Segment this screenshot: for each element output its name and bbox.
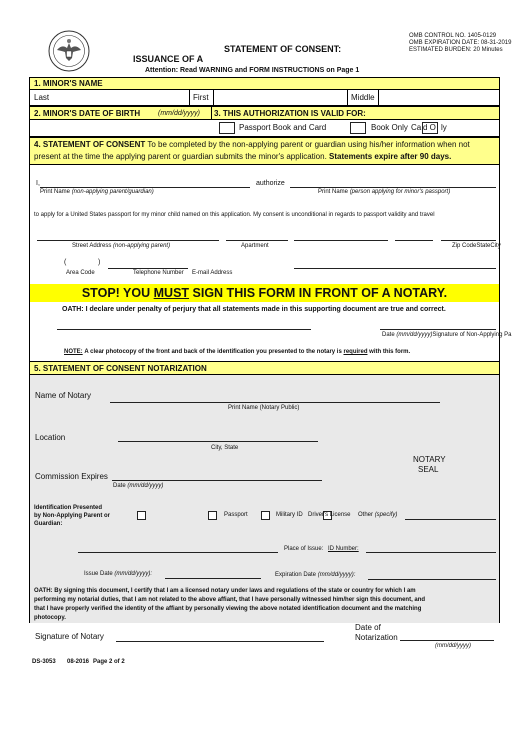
other-id-label [358, 512, 397, 518]
form-number: DS-3053 [32, 659, 56, 665]
expiration-date-line[interactable] [368, 579, 496, 580]
issue-date-line[interactable] [165, 578, 261, 579]
notary-name-line[interactable] [110, 402, 440, 403]
non-applying-signature-line[interactable] [380, 329, 496, 330]
zip-state-city-caption [452, 243, 501, 249]
last-name-field[interactable] [54, 91, 188, 104]
notary-signature-line[interactable] [116, 641, 324, 642]
area-code-caption: Area Code [66, 270, 95, 276]
other-text: Other [358, 512, 374, 518]
other-id-line[interactable] [405, 519, 496, 520]
note-text: A clear photocopy of the front and back of the identification you presented to the notary is [84, 349, 344, 355]
other-hint: (specify) [374, 512, 398, 518]
first-name-field[interactable] [215, 91, 345, 104]
print-name-applying-caption [318, 189, 450, 195]
military-id-label: Military ID [276, 512, 303, 518]
section-4-intro-line [34, 140, 470, 149]
section-4-band [30, 137, 499, 165]
notary-oath-line-2: performing my notarial duties, that I am not related to the above affiant, that I have personally witnessed him/her sign this document, and [34, 597, 426, 603]
oath-label: OATH: [34, 588, 53, 594]
photocopy-note [64, 349, 410, 355]
book-only-label: Book Only [371, 123, 408, 132]
apartment-line[interactable] [226, 240, 288, 241]
print-name-non-applying-caption [40, 189, 154, 195]
caption-text: Print Name [318, 189, 349, 195]
notarization-label: Notarization [355, 633, 398, 642]
divider [213, 90, 214, 106]
date-signature-caption [382, 332, 511, 338]
notary-oath-line-4: photocopy. [34, 615, 66, 621]
oath-blank-line[interactable] [57, 329, 311, 330]
email-line[interactable] [294, 268, 496, 269]
oath-statement [62, 306, 446, 313]
consent-statement: to apply for a United States passport for my minor child named on this application. My consent is unconditional in regards to passport validity and travel [34, 212, 435, 218]
drivers-license-label: Driver's License [308, 512, 351, 518]
commission-expires-line[interactable] [112, 480, 322, 481]
stop-text: SIGN THIS FORM IN FRONT OF A NOTARY. [189, 286, 448, 300]
divider [378, 90, 379, 106]
stop-sign-in-front-of-notary-banner [30, 284, 499, 302]
state-caption: State [476, 243, 491, 249]
id-unspecified-checkbox[interactable] [137, 511, 146, 520]
notary-oath-line-1 [34, 588, 416, 594]
oath-text: I declare under penalty of perjury that all statements made in this supporting document are true and correct. [85, 306, 446, 313]
oath-text: By signing this document, I certify that I am a licensed notary under laws and regulations of the state or country for which I am [54, 588, 416, 594]
caption-hint: (non-applying parent) [113, 243, 171, 249]
notarization-date-hint: (mm/dd/yyyy) [435, 643, 471, 649]
section-1-band [30, 77, 499, 90]
date-caption: Date [382, 332, 395, 338]
passport-book-and-card-checkbox[interactable] [219, 122, 235, 134]
passport-id-checkbox[interactable] [208, 511, 217, 520]
section-4-intro-2: present at the time the applying parent or guardian submits the minor's application. [34, 152, 327, 161]
section-4-heading: 4. STATEMENT OF CONSENT [34, 140, 146, 149]
telephone-line[interactable] [108, 268, 188, 269]
omb-control-number: OMB CONTROL NO. 1405-0129 [409, 33, 497, 39]
caption-text: Street Address [72, 243, 112, 249]
page-number: Page 2 of 2 [93, 659, 125, 665]
note-required: required [343, 349, 368, 355]
section-3-heading: 3. THIS AUTHORIZATION IS VALID FOR: [214, 109, 366, 118]
divider [347, 90, 348, 106]
card-only-label-part: Ca [411, 123, 422, 132]
notarization-date-line[interactable] [400, 640, 494, 641]
telephone-caption: Telephone Number [133, 270, 184, 276]
id-presented-label: by Non-Applying Parent or [34, 513, 111, 519]
notary-section [30, 375, 499, 623]
i-label: I, [36, 180, 40, 187]
dob-validity-row [30, 120, 499, 137]
date-of-label: Date of [355, 623, 381, 632]
divider [189, 90, 190, 106]
dob-date-hint: (mm/dd/yyyy) [158, 110, 200, 117]
place-of-issue-label: Place of Issue: [284, 546, 324, 552]
date-of-birth-field[interactable] [34, 122, 206, 134]
date-hint: (mm/dd/yyyy) [396, 332, 433, 338]
caption-hint: (mm/dd/yyyy) [127, 483, 164, 489]
signature-caption: Signature of Non-Applying Pa [432, 332, 512, 338]
area-code-close-paren: ) [98, 259, 101, 266]
zip-caption: Zip Code [452, 243, 477, 249]
street-address-line[interactable] [37, 240, 219, 241]
form-revision: 08-2016 [67, 659, 90, 665]
commission-date-caption [113, 483, 163, 489]
first-name-label: First [193, 93, 209, 102]
issue-date-label [84, 571, 152, 577]
id-number-line[interactable] [366, 552, 496, 553]
section-5-band [30, 361, 499, 375]
oath-label: OATH: [62, 306, 84, 313]
caption-text: Expiration Date [275, 572, 317, 578]
street-address-caption [72, 243, 170, 249]
caption-hint: (mm/dd/yyyy): [317, 572, 356, 578]
location-label: Location [35, 433, 66, 442]
notary-oath-line-3: that I have properly verified the identity of the affiant by personally viewing the above notated identification document and the matching [34, 606, 422, 612]
caption-text: Issue Date [84, 571, 113, 577]
applying-name-line[interactable] [290, 187, 496, 188]
city-caption: City [490, 243, 501, 249]
passport-book-and-card-label: Passport Book and Card [239, 123, 327, 132]
note-label: NOTE: [64, 349, 83, 355]
caption-hint: (non-applying parent/guardian) [71, 189, 154, 195]
print-name-notary-caption: Print Name (Notary Public) [228, 405, 300, 411]
location-line[interactable] [118, 441, 318, 442]
card-only-label-part: ly [441, 123, 447, 132]
signature-of-notary-label: Signature of Notary [35, 632, 104, 641]
id-number-label: ID Number: [328, 546, 359, 552]
state-line[interactable] [395, 240, 433, 241]
apartment-caption: Apartment [241, 243, 269, 249]
authorize-label: authorize [256, 180, 285, 187]
stop-must: MUST [153, 286, 190, 300]
city-line[interactable] [294, 240, 388, 241]
email-caption: E-mail Address [192, 270, 233, 276]
estimated-burden: ESTIMATED BURDEN: 20 Minutes [409, 47, 503, 53]
stop-text: STOP! YOU [81, 286, 154, 300]
section-4-intro: To be completed by the non-applying parent or guardian using his/her information when not [147, 140, 470, 149]
omb-expiration-date: OMB EXPIRATION DATE: 08-31-2019 [409, 40, 512, 46]
id-presented-label: Guardian: [34, 521, 63, 527]
middle-name-label: Middle [351, 93, 375, 102]
zip-code-line[interactable] [441, 240, 496, 241]
name-of-notary-label: Name of Notary [35, 391, 92, 400]
notary-seal-label: NOTARY [413, 455, 446, 464]
section-5-heading: 5. STATEMENT OF CONSENT NOTARIZATION [34, 364, 207, 373]
notary-seal-label: SEAL [418, 465, 439, 474]
attention-notice: Attention: Read WARNING and FORM INSTRUCTIONS on Page 1 [145, 67, 360, 74]
caption-hint: (mm/dd/yyyy): [114, 571, 153, 577]
place-of-issue-line[interactable] [78, 552, 278, 553]
caption-text: Date [113, 483, 126, 489]
city-state-caption: City, State [211, 445, 239, 451]
military-id-checkbox[interactable] [261, 511, 270, 520]
consent-expiration: Statements expire after 90 days [329, 152, 450, 161]
area-code-open-paren: ( [64, 259, 67, 266]
section-2-heading: 2. MINOR'S DATE OF BIRTH [34, 109, 141, 118]
middle-name-field[interactable] [379, 91, 497, 104]
section-1-heading: 1. MINOR'S NAME [34, 79, 103, 88]
non-applying-name-line[interactable] [40, 187, 250, 188]
card-only-label-part: d O [423, 123, 436, 132]
form-title-line-2: ISSUANCE OF A [133, 54, 204, 64]
caption-text: Print Name [40, 189, 71, 195]
section-2-3-band [30, 106, 499, 120]
form-title-line-1: STATEMENT OF CONSENT: [224, 44, 342, 54]
caption-hint: (person applying for minor's passport) [349, 189, 451, 195]
area-code-field[interactable] [68, 258, 96, 268]
commission-expires-label: Commission Expires [35, 472, 108, 481]
book-only-checkbox[interactable] [350, 122, 366, 134]
passport-id-label: Passport [224, 512, 248, 518]
period: . [449, 152, 452, 161]
last-name-label: Last [34, 93, 50, 102]
note-text: with this form. [367, 349, 411, 355]
minor-name-row [30, 90, 499, 106]
expiration-date-label [275, 572, 355, 578]
us-department-of-state-seal-logo [48, 30, 90, 72]
section-4-intro-line-2 [34, 152, 451, 161]
id-presented-label: Identification Presented [34, 505, 103, 511]
